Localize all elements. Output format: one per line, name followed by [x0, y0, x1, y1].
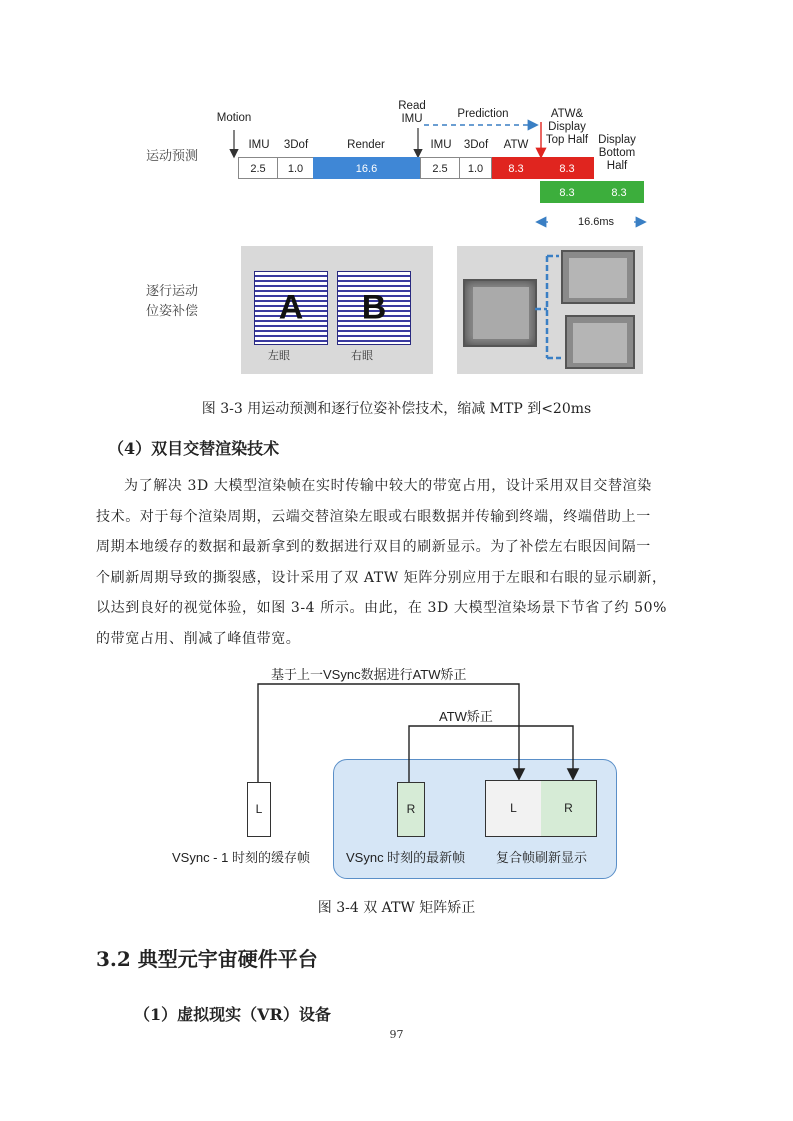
paragraph-line: 技术。对于每个渲染周期，云端交替渲染左眼或右眼数据并传输到终端，终端借助上一	[96, 508, 651, 525]
atw-previous-vsync-label: 基于上一VSync数据进行ATW矫正	[268, 664, 470, 683]
read-imu-label: Read IMU	[398, 100, 426, 125]
figure-3-4-caption: 图 3-4 双 ATW 矩阵矫正	[317, 900, 476, 916]
cell-3dof-2: 1.0	[459, 157, 492, 179]
right-eye-image: B	[337, 271, 411, 345]
atw-correction-label: ATW矫正	[436, 706, 496, 725]
cell-atw: 8.3	[492, 157, 540, 179]
header-render: Render	[347, 139, 385, 151]
header-3dof: 3Dof	[283, 139, 309, 151]
latest-right-frame: R	[397, 782, 425, 837]
vr-devices-heading: （1）虚拟现实（VR）设备	[134, 1005, 331, 1024]
header-imu: IMU	[248, 139, 270, 151]
paragraph-line: 个刷新周期导致的撕裂感，设计采用了双 ATW 矩阵分别应用于左眼和右眼的显示刷新，	[96, 569, 667, 586]
right-eye-label: 右眼	[351, 349, 373, 362]
atw-display-top-label: ATW& Display Top Half	[545, 108, 589, 146]
page-number: 97	[389, 1028, 404, 1041]
composite-frame-label: 复合帧刷新显示	[496, 850, 588, 865]
display-bottom-label: Display Bottom Half	[598, 134, 636, 172]
prediction-label: Prediction	[457, 108, 509, 120]
composite-frame	[485, 780, 597, 837]
section-3-2-heading: 3.2 典型元宇宙硬件平台	[96, 947, 318, 971]
cached-frame-label: VSync - 1 时刻的缓存帧	[172, 850, 310, 865]
paragraph-line: 周期本地缓存的数据和最新拿到的数据进行双目的刷新显示。为了补偿左右眼因间隔一	[96, 539, 651, 555]
row-label-line-pose: 逐行运动 位姿补偿	[146, 284, 199, 319]
row-label-motion-prediction: 运动预测	[146, 149, 199, 164]
cell-display-top: 8.3	[540, 181, 594, 203]
span-label: 16.6ms	[577, 216, 615, 228]
paragraph-line: 为了解决 3D 大模型渲染帧在实时传输中较大的带宽占用，设计采用双目交替渲染	[124, 478, 652, 494]
paragraph-line: 以达到良好的视觉体验，如图 3-4 所示。由此，在 3D 大模型渲染场景下节省了约 50%	[96, 600, 668, 616]
composite-left: L	[486, 781, 541, 836]
header-imu-2: IMU	[430, 139, 452, 151]
latest-frame-label: VSync 时刻的最新帧	[346, 850, 466, 865]
motion-label: Motion	[216, 112, 252, 124]
cached-left-frame: L	[247, 782, 271, 837]
cell-imu-1: 2.5	[238, 157, 278, 179]
cell-atw-top-half: 8.3	[540, 157, 594, 179]
left-eye-label: 左眼	[268, 349, 290, 362]
cell-display-bottom: 8.3	[594, 181, 644, 203]
left-eye-image: A	[254, 271, 328, 345]
cell-render: 16.6	[313, 157, 420, 179]
figure-3-3-caption: 图 3-3 用运动预测和逐行位姿补偿技术，缩减 MTP 到<20ms	[201, 401, 592, 417]
header-3dof-2: 3Dof	[463, 139, 489, 151]
cell-3dof-1: 1.0	[277, 157, 314, 179]
section-4-heading: （4）双目交替渲染技术	[108, 439, 280, 458]
cell-imu-2: 2.5	[420, 157, 460, 179]
header-atw: ATW	[503, 139, 529, 151]
paragraph-line: 的带宽占用、削减了峰值带宽。	[96, 630, 301, 647]
composite-right: R	[541, 781, 596, 836]
